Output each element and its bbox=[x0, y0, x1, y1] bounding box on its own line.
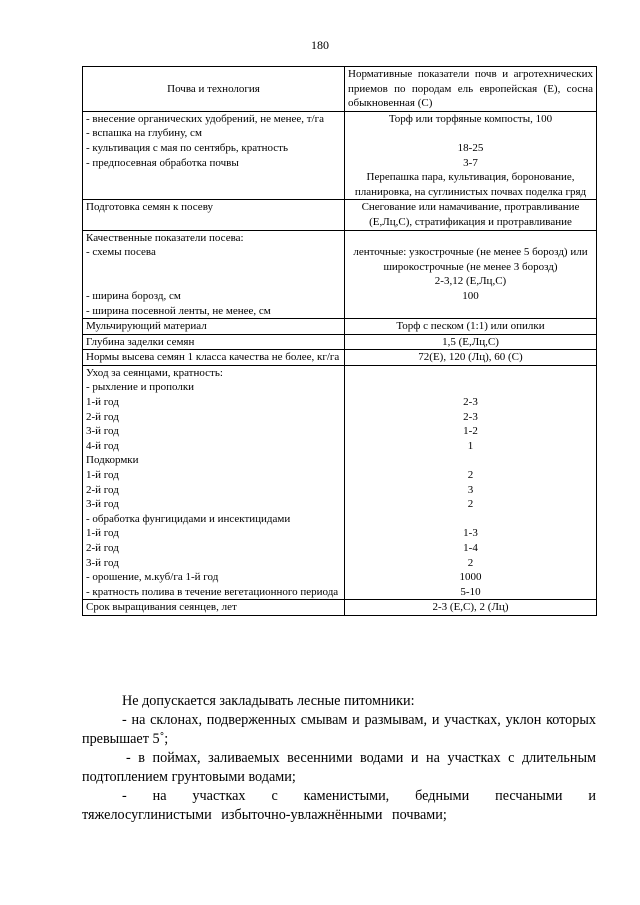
cell-line: 2 bbox=[467, 556, 474, 569]
paragraph-floodplains: - в поймах, заливаемых весенними водами и на участках с длительным подтоплением грунтовыми водами; bbox=[82, 750, 596, 785]
cell-line: Срок выращивания сеянцев, лет bbox=[86, 601, 237, 614]
cell-line: 2-й год bbox=[86, 542, 119, 554]
cell-line: Качественные показатели посева: bbox=[86, 231, 244, 244]
table-row bbox=[83, 350, 597, 366]
cell-line: 1 bbox=[467, 439, 474, 452]
table-row bbox=[83, 230, 597, 319]
row-cell-right bbox=[345, 230, 597, 319]
cell-line: - вспашка на глубину, см bbox=[86, 127, 202, 140]
cell-line: Уход за сеянцами, кратность: bbox=[86, 366, 223, 379]
cell-line: - схемы посева bbox=[86, 246, 156, 259]
row-cell-right bbox=[345, 111, 597, 200]
row-cell-left bbox=[83, 350, 345, 366]
paragraph-slopes: - на склонах, подверженных смывам и размывам, и участках, уклон которых превышает 5˚; bbox=[82, 712, 596, 747]
cell-line bbox=[348, 126, 593, 141]
cell-line: 3-й год bbox=[86, 425, 119, 438]
table-header-row bbox=[83, 67, 597, 112]
row-cell-left bbox=[83, 365, 345, 600]
cell-line: - рыхление и прополки bbox=[86, 381, 195, 394]
row-cell-right bbox=[345, 350, 597, 366]
cell-line: 3-7 bbox=[463, 156, 478, 169]
cell-line bbox=[348, 366, 593, 381]
header-soil-technology: Почва и технология bbox=[83, 67, 345, 112]
cell-line: 2 bbox=[467, 469, 474, 482]
technology-table bbox=[82, 66, 597, 616]
cell-line: 5-10 bbox=[460, 585, 481, 598]
cell-line: 1-3 bbox=[463, 527, 478, 540]
cell-line: ленточные: узкострочные (не менее 5 борозд) или широкострочные (не менее 3 борозд) bbox=[353, 246, 588, 273]
table-row bbox=[83, 600, 597, 616]
cell-line: 1,5 (Е,Лц,С) bbox=[442, 335, 499, 348]
cell-line: 4-й год bbox=[86, 439, 119, 452]
cell-line: 2-3,12 (Е,Лц,С) bbox=[434, 275, 507, 288]
cell-line: Снегование или намачивание, протравливание (Е,Лц,С), стратификация и протравливание bbox=[361, 201, 580, 228]
cell-line: 2-3 bbox=[463, 410, 478, 423]
cell-line bbox=[348, 380, 593, 395]
cell-line: - ширина посевной ленты, не менее, см bbox=[86, 304, 271, 317]
row-cell-right bbox=[345, 600, 597, 616]
page-number: 180 bbox=[311, 38, 329, 52]
cell-line: 1-й год bbox=[86, 396, 119, 409]
cell-line: 2-й год bbox=[86, 483, 119, 496]
cell-line: 100 bbox=[462, 289, 479, 302]
cell-line: 1-4 bbox=[463, 542, 478, 554]
cell-line: - предпосевная обработка почвы bbox=[86, 156, 239, 169]
cell-line: 3 bbox=[467, 483, 474, 496]
header-norms: Нормативные показатели почв и агротехнических приемов по породам ель европейская (Е), сосна обыкновенная (С) bbox=[345, 67, 597, 112]
row-cell-right bbox=[345, 319, 597, 335]
table-row bbox=[83, 365, 597, 600]
cell-line: - культивация с мая по сентябрь, кратность bbox=[86, 141, 288, 154]
cell-line bbox=[348, 453, 593, 468]
row-cell-left bbox=[83, 111, 345, 200]
cell-line: - обработка фунгицидами и инсектицидами bbox=[86, 512, 291, 525]
cell-line: 1-й год bbox=[86, 469, 119, 482]
cell-line: 18-25 bbox=[457, 141, 484, 154]
cell-line: 3-й год bbox=[86, 556, 119, 569]
cell-line: 2-3 (Е,С), 2 (Лц) bbox=[432, 601, 509, 614]
row-cell-left bbox=[83, 334, 345, 350]
cell-line: Подкормки bbox=[86, 454, 139, 467]
cell-line: - кратность полива в течение вегетационного периода bbox=[86, 585, 339, 598]
cell-line: 1-й год bbox=[86, 527, 119, 540]
paragraph-intro: Не допускается закладывать лесные питомники: bbox=[122, 693, 415, 709]
cell-line: - внесение органических удобрений, не менее, т/га bbox=[86, 112, 324, 125]
cell-line bbox=[348, 512, 593, 527]
row-cell-left bbox=[83, 230, 345, 319]
row-cell-left bbox=[83, 200, 345, 230]
cell-line bbox=[86, 260, 341, 275]
paragraph-soils: - на участках с каменистыми, бедными песчаными и тяжелосуглинистыми избыточно-увлажнёнными почвами; bbox=[82, 788, 596, 823]
row-cell-right bbox=[345, 200, 597, 230]
cell-line: 3-й год bbox=[86, 498, 119, 511]
cell-line: Нормы высева семян 1 класса качества не более, кг/га bbox=[86, 351, 340, 364]
cell-line: 2 bbox=[467, 498, 474, 511]
cell-line: 1-2 bbox=[463, 425, 478, 438]
table-row bbox=[83, 200, 597, 230]
cell-line: Перепашка пара, культивация, боронование, планировка, на суглинистых почвах поделка гряд bbox=[354, 171, 587, 198]
cell-line: - ширина борозд, см bbox=[86, 289, 181, 302]
cell-line: 1000 bbox=[459, 571, 482, 584]
cell-line: 2-3 bbox=[463, 396, 478, 409]
table-row bbox=[83, 334, 597, 350]
cell-line: 2-й год bbox=[86, 410, 119, 423]
row-cell-right bbox=[345, 365, 597, 600]
cell-line: Глубина заделки семян bbox=[86, 335, 195, 348]
cell-line: Торф или торфяные компосты, 100 bbox=[388, 112, 553, 125]
cell-line: - орошение, м.куб/га 1-й год bbox=[86, 571, 219, 584]
row-cell-left bbox=[83, 600, 345, 616]
cell-line bbox=[86, 274, 341, 289]
cell-line: Торф с песком (1:1) или опилки bbox=[396, 320, 545, 333]
table-row bbox=[83, 319, 597, 335]
table-row bbox=[83, 111, 597, 200]
body-text bbox=[82, 692, 596, 825]
row-cell-right bbox=[345, 334, 597, 350]
cell-line: Подготовка семян к посеву bbox=[86, 201, 214, 214]
cell-line bbox=[348, 231, 593, 246]
row-cell-left bbox=[83, 319, 345, 335]
cell-line: Мульчирующий материал bbox=[86, 320, 207, 333]
cell-line: 72(Е), 120 (Лц), 60 (С) bbox=[418, 351, 523, 364]
